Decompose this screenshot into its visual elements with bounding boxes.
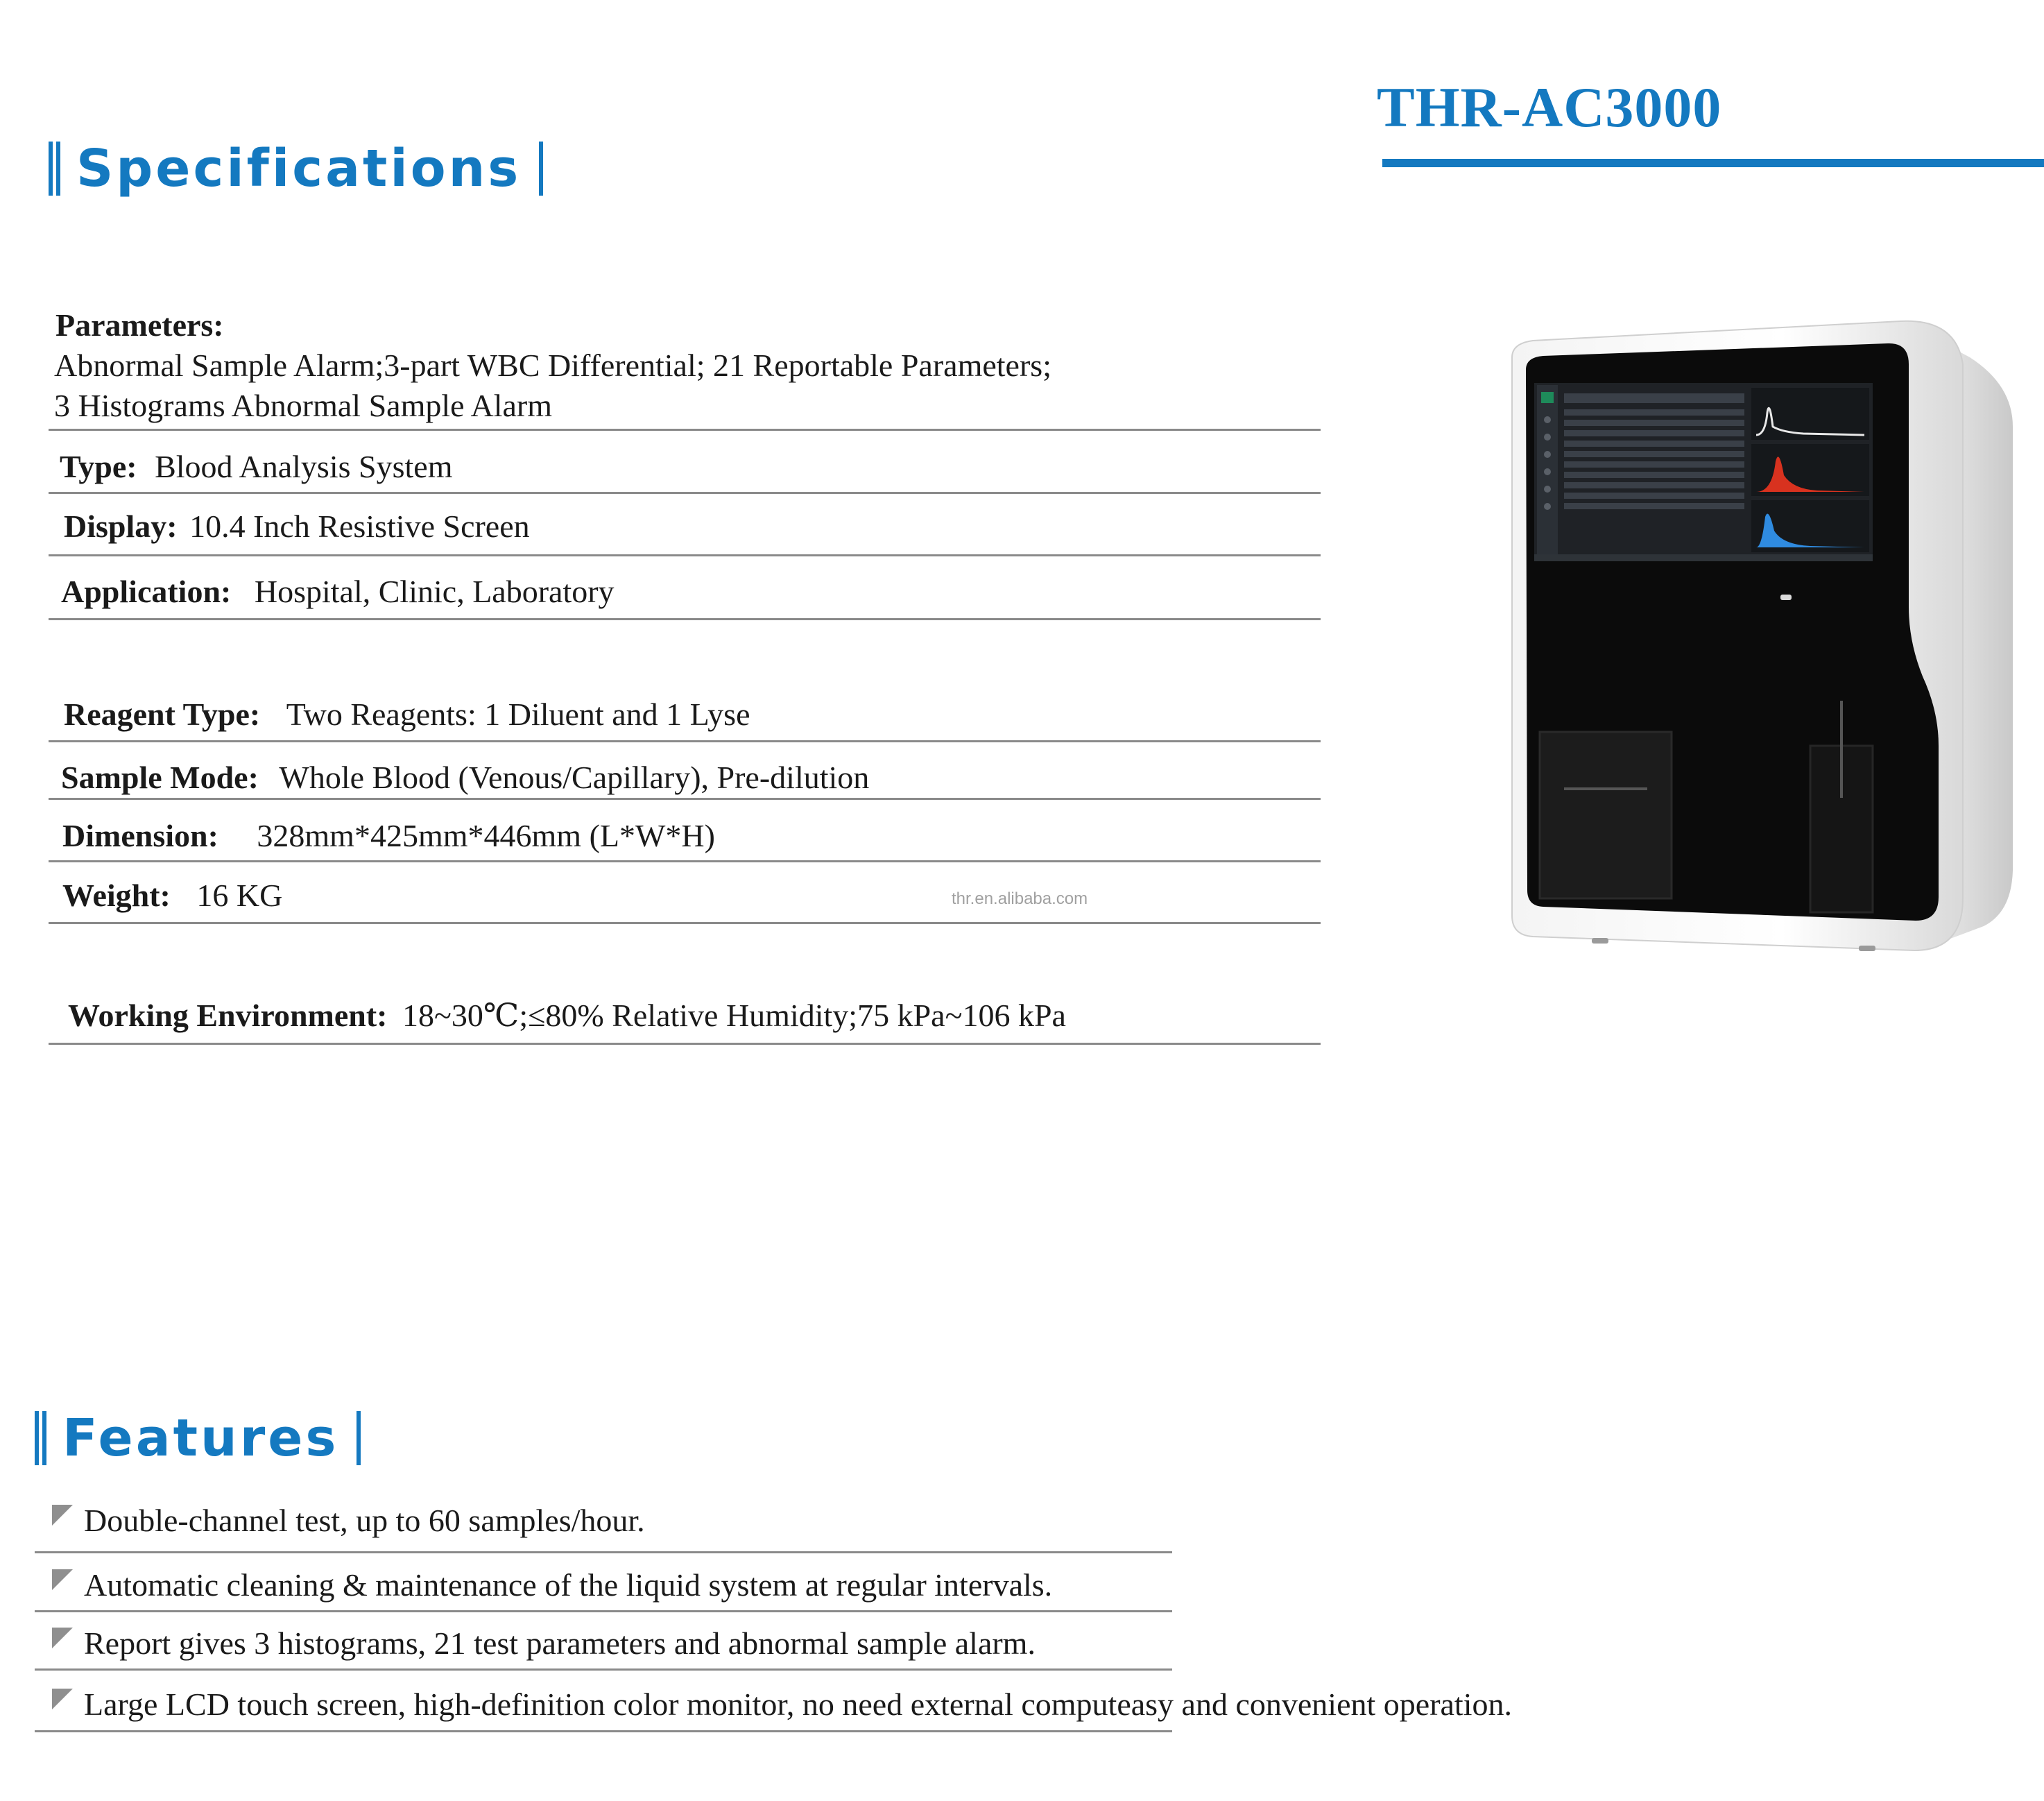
spec-value: Blood Analysis System	[155, 449, 453, 484]
heading-bar-right	[357, 1411, 361, 1465]
divider	[49, 429, 1321, 431]
spec-label: Working Environment:	[68, 998, 388, 1033]
spec-parameters-line2: 3 Histograms Abnormal Sample Alarm	[54, 388, 553, 423]
spec-value: Whole Blood (Venous/Capillary), Pre-dilution	[279, 760, 870, 795]
spec-type	[60, 447, 1332, 487]
triangle-bullet-icon	[52, 1505, 73, 1526]
spec-reagent	[64, 694, 1336, 735]
spec-label: Sample Mode:	[61, 760, 259, 795]
divider	[35, 1668, 1172, 1671]
divider	[35, 1730, 1172, 1732]
spec-value: 10.4 Inch Resistive Screen	[189, 509, 530, 544]
spec-label: Weight:	[62, 878, 171, 913]
feature-item	[52, 1565, 1052, 1605]
spec-label: Application:	[61, 574, 232, 609]
model-title: THR-AC3000	[1377, 76, 1722, 139]
divider	[49, 492, 1321, 494]
specifications-heading	[49, 139, 543, 198]
divider	[35, 1551, 1172, 1553]
spec-label: Reagent Type:	[64, 697, 261, 732]
spec-value: 16 KG	[196, 878, 283, 913]
spec-label: Display:	[64, 509, 178, 544]
feature-text: Report gives 3 histograms, 21 test parameters and abnormal sample alarm.	[84, 1625, 1036, 1661]
watermark: thr.en.alibaba.com	[952, 889, 1088, 908]
divider	[49, 740, 1321, 742]
divider	[49, 798, 1321, 800]
triangle-bullet-icon	[52, 1569, 73, 1590]
spec-application	[61, 572, 1333, 612]
feature-text: Double-channel test, up to 60 samples/hour.	[84, 1503, 645, 1538]
divider	[49, 618, 1321, 620]
divider	[49, 922, 1321, 924]
spec-parameters-line1: Abnormal Sample Alarm;3-part WBC Differential; 21 Reportable Parameters;	[54, 348, 1051, 383]
spec-parameters	[55, 305, 1328, 345]
feature-item	[52, 1501, 645, 1541]
spec-value: Hospital, Clinic, Laboratory	[254, 574, 615, 609]
triangle-bullet-icon	[52, 1689, 73, 1709]
spec-dimension	[62, 816, 1334, 856]
heading-bar-right	[539, 142, 543, 196]
model-underline	[1382, 159, 2044, 167]
feature-text: Automatic cleaning & maintenance of the liquid system at regular intervals.	[84, 1567, 1053, 1603]
spec-environment	[68, 996, 1340, 1036]
features-title: Features	[62, 1408, 339, 1468]
spec-label: Type:	[60, 449, 137, 484]
spec-display	[64, 506, 1336, 547]
heading-bar-left	[35, 1411, 39, 1465]
feature-item	[52, 1684, 1512, 1725]
divider	[35, 1610, 1172, 1612]
spec-label: Parameters:	[55, 307, 224, 343]
heading-bar-left	[49, 142, 53, 196]
spec-label: Dimension:	[62, 818, 218, 853]
spec-sample-mode	[61, 758, 1333, 798]
features-heading	[35, 1408, 361, 1468]
spec-weight	[62, 876, 1334, 916]
divider	[49, 554, 1321, 556]
triangle-bullet-icon	[52, 1628, 73, 1648]
feature-item	[52, 1623, 1036, 1664]
feature-text: Large LCD touch screen, high-definition color monitor, no need external computeasy and convenient operation.	[84, 1687, 1512, 1722]
divider	[49, 1043, 1321, 1045]
divider	[49, 860, 1321, 862]
spec-value: 18~30℃;≤80% Relative Humidity;75 kPa~106 kPa	[402, 998, 1066, 1033]
hematology-analyzer-image	[1484, 316, 2025, 961]
spec-value: Two Reagents: 1 Diluent and 1 Lyse	[286, 697, 750, 732]
specifications-title: Specifications	[76, 139, 522, 198]
spec-value: 328mm*425mm*446mm (L*W*H)	[257, 818, 715, 853]
